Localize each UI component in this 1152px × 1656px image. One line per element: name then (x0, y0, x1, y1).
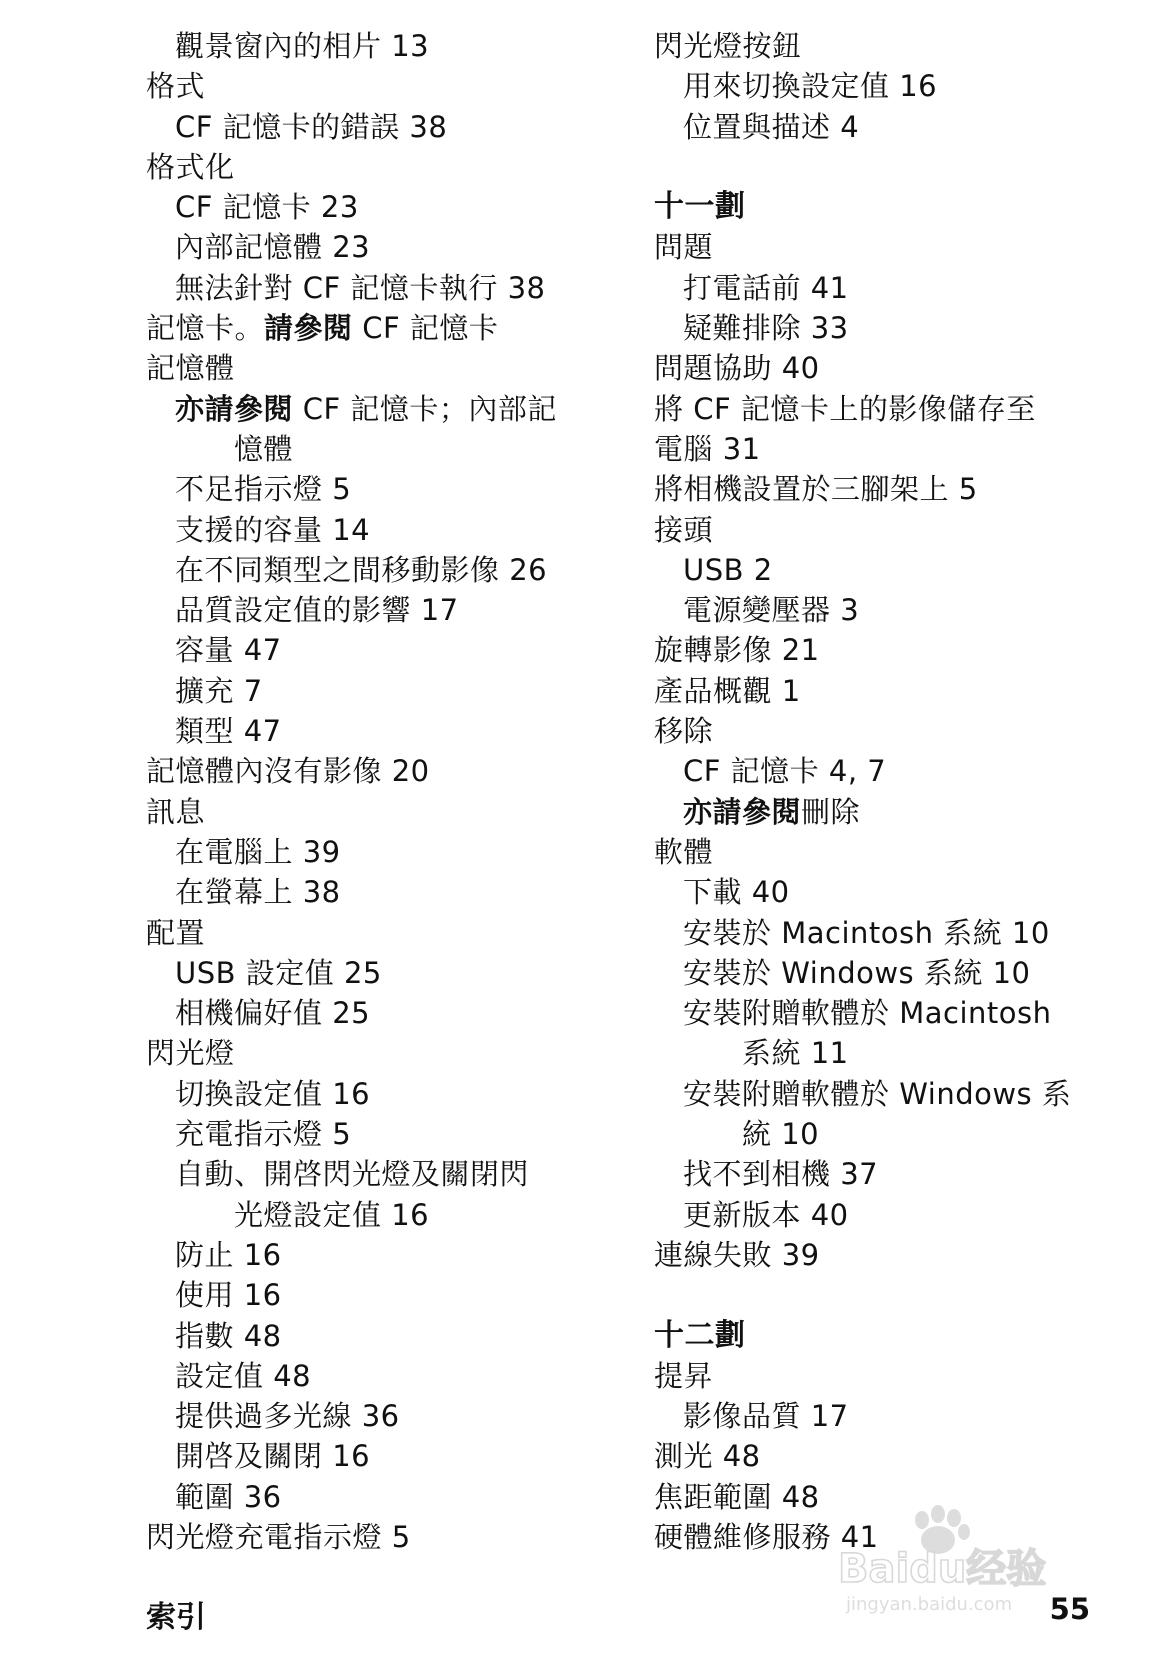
index-continuation: 憶體 (234, 431, 294, 466)
index-subentry: USB 2 (683, 552, 773, 587)
footer-section-label: 索引 (146, 1600, 206, 1635)
index-entry: 硬體維修服務 41 (654, 1519, 879, 1554)
index-subentry: 使用 16 (175, 1278, 282, 1313)
index-subentry: 下載 40 (683, 875, 790, 910)
index-entry: 閃光燈按鈕 (654, 29, 802, 63)
index-subentry: 充電指示燈 5 (175, 1117, 352, 1152)
index-subentry: 自動、開啓閃光燈及關閉閃 (175, 1157, 530, 1192)
index-subentry: 用來切換設定值 16 (683, 69, 938, 104)
index-entry: 焦距範圍 48 (654, 1479, 820, 1514)
index-column-right (654, 26, 1124, 1557)
index-entry: 電腦 31 (654, 431, 761, 466)
index-column-left (146, 26, 616, 1557)
index-entry: 將相機設置於三腳架上 5 (654, 472, 978, 507)
index-subentry: 容量 47 (175, 633, 282, 668)
index-subentry: 類型 47 (175, 714, 282, 749)
index-subentry: 開啓及關閉 16 (175, 1439, 371, 1474)
index-entry: 接頭 (654, 512, 714, 547)
index-entry (146, 308, 616, 348)
index-continuation: 光燈設定值 16 (234, 1197, 430, 1232)
see-also-label: 請參閱 (264, 311, 353, 346)
index-subentry: 支援的容量 14 (175, 512, 371, 547)
index-entry: 記憶體 (146, 351, 235, 386)
index-entry: 問題協助 40 (654, 351, 820, 386)
index-subentry: 觀景窗內的相片 13 (175, 29, 430, 63)
see-also-target: 刪除 (801, 794, 861, 829)
index-subentry: 設定值 48 (175, 1358, 312, 1393)
index-subentry: 相機偏好值 25 (175, 996, 371, 1031)
see-also-label: 亦請參閱 (175, 391, 294, 426)
index-entry: 配置 (146, 915, 206, 950)
index-subentry: 疑難排除 33 (683, 311, 849, 346)
index-subentry: 在螢幕上 38 (175, 875, 341, 910)
index-subentry: 電源變壓器 3 (683, 593, 860, 628)
index-subentry: 在不同類型之間移動影像 26 (175, 552, 548, 587)
index-subentry: 更新版本 40 (683, 1197, 849, 1232)
watermark-brand: Baidu经验 (838, 1546, 1047, 1592)
see-also-target: CF 記憶卡；內部記 (293, 391, 557, 426)
index-subentry: CF 記憶卡 23 (175, 190, 359, 225)
index-subentry: 範圍 36 (175, 1479, 282, 1514)
index-subentry: CF 記憶卡 4, 7 (683, 754, 887, 789)
index-entry: 提昇 (654, 1358, 714, 1393)
index-subentry: 品質設定值的影響 17 (175, 593, 459, 628)
index-entry: 問題 (654, 230, 714, 265)
index-entry: 將 CF 記憶卡上的影像儲存至 (654, 391, 1036, 426)
index-subentry: 無法針對 CF 記憶卡執行 38 (175, 270, 546, 305)
section-gap (654, 147, 1124, 187)
index-subentry: 找不到相機 37 (683, 1157, 879, 1192)
index-subentry: 影像品質 17 (683, 1399, 849, 1434)
index-subentry: 擴充 7 (175, 673, 263, 708)
index-entry: 旋轉影像 21 (654, 633, 820, 668)
index-subentry: 打電話前 41 (683, 270, 849, 305)
index-subentry: CF 記憶卡的錯誤 38 (175, 109, 448, 144)
index-subentry: 安裝於 Windows 系統 10 (683, 955, 1031, 990)
index-subentry (146, 389, 616, 429)
section-heading: 十一劃 (654, 189, 746, 225)
index-subentry: 切換設定值 16 (175, 1076, 371, 1111)
see-also-label: 亦請參閱 (683, 794, 802, 829)
index-subentry: USB 設定值 25 (175, 955, 382, 990)
index-entry: 訊息 (146, 794, 206, 829)
index-entry: 連線失敗 39 (654, 1237, 820, 1272)
index-entry: 格式化 (146, 149, 235, 184)
section-gap (654, 1275, 1124, 1315)
index-subentry: 防止 16 (175, 1237, 282, 1272)
index-continuation: 統 10 (742, 1117, 820, 1152)
index-subentry: 安裝附贈軟體於 Windows 系 (683, 1076, 1072, 1111)
index-subentry: 提供過多光線 36 (175, 1399, 400, 1434)
index-entry: 閃光燈充電指示燈 5 (146, 1519, 411, 1554)
index-entry: 格式 (146, 69, 206, 104)
entry-text: 記憶卡。 (146, 311, 265, 346)
index-subentry: 在電腦上 39 (175, 834, 341, 869)
index-entry: 移除 (654, 714, 714, 749)
index-subentry (654, 792, 1124, 832)
index-subentry: 不足指示燈 5 (175, 472, 352, 507)
index-entry: 閃光燈 (146, 1036, 235, 1071)
index-entry: 軟體 (654, 834, 714, 869)
index-entry: 測光 48 (654, 1439, 761, 1474)
index-continuation: 系統 11 (742, 1036, 849, 1071)
see-also-target: CF 記憶卡 (352, 311, 499, 346)
index-subentry: 安裝附贈軟體於 Macintosh (683, 996, 1052, 1031)
index-subentry: 指數 48 (175, 1318, 282, 1353)
index-entry: 記憶體內沒有影像 20 (146, 754, 430, 789)
index-subentry: 位置與描述 4 (683, 109, 860, 144)
index-subentry: 內部記憶體 23 (175, 230, 371, 265)
section-heading: 十二劃 (654, 1317, 746, 1353)
page-number: 55 (1049, 1592, 1090, 1626)
index-entry: 產品概觀 1 (654, 673, 801, 708)
index-subentry: 安裝於 Macintosh 系統 10 (683, 915, 1050, 950)
watermark-url: jingyan.baidu.com (846, 1594, 1013, 1615)
